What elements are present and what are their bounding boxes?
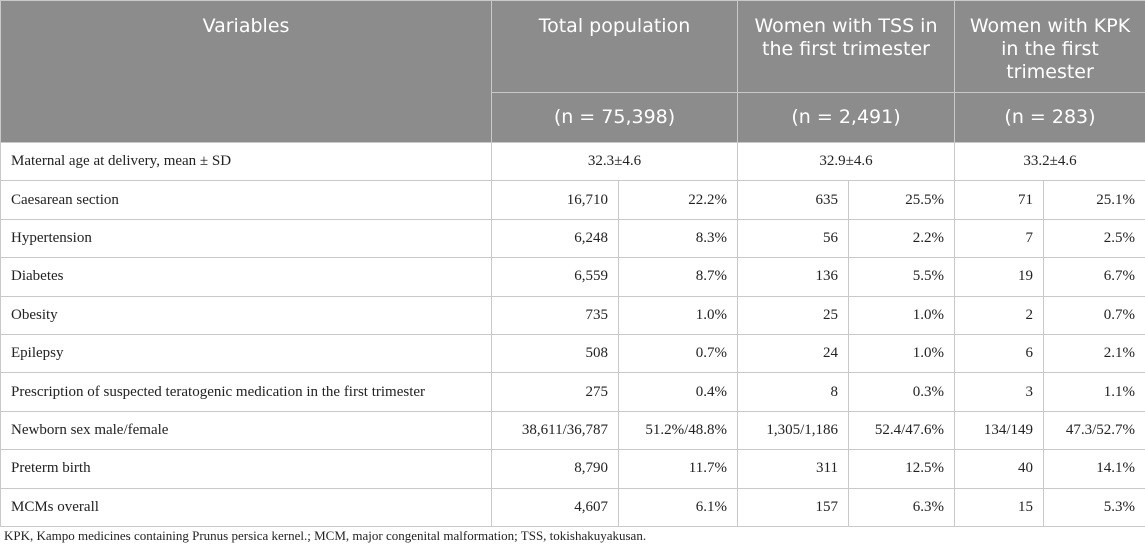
table-row	[1, 411, 1145, 449]
row-label: Hypertension	[1, 219, 492, 257]
table-row	[1, 143, 1145, 181]
cell-total-n: 735	[492, 296, 619, 334]
table-row	[1, 296, 1145, 334]
cell-tss-pct: 2.2%	[849, 219, 955, 257]
row-label: Epilepsy	[1, 334, 492, 372]
cell-kpk-n: 71	[955, 181, 1044, 219]
cell-kpk-n: 134/149	[955, 411, 1044, 449]
row-label: Prescription of suspected teratogenic medication in the first trimester	[1, 373, 492, 411]
cell-total-pct: 0.4%	[619, 373, 738, 411]
header-total-population: Total population	[492, 1, 738, 93]
cell-tss-pct: 52.4/47.6%	[849, 411, 955, 449]
cell-tss-n: 635	[738, 181, 849, 219]
cell-total-pct: 0.7%	[619, 334, 738, 372]
table-row	[1, 334, 1145, 372]
cell-kpk-pct: 25.1%	[1044, 181, 1145, 219]
cell-kpk-n: 2	[955, 296, 1044, 334]
table-row	[1, 488, 1145, 526]
cell-tss-mean: 32.9±4.6	[738, 143, 955, 181]
cell-kpk-n: 15	[955, 488, 1044, 526]
row-label: MCMs overall	[1, 488, 492, 526]
row-label: Maternal age at delivery, mean ± SD	[1, 143, 492, 181]
cell-tss-n: 136	[738, 258, 849, 296]
cell-kpk-pct: 47.3/52.7%	[1044, 411, 1145, 449]
cell-kpk-n: 7	[955, 219, 1044, 257]
cell-tss-n: 311	[738, 450, 849, 488]
table-row	[1, 450, 1145, 488]
row-label: Newborn sex male/female	[1, 411, 492, 449]
cell-kpk-n: 19	[955, 258, 1044, 296]
table-row	[1, 181, 1145, 219]
cell-tss-n: 1,305/1,186	[738, 411, 849, 449]
cell-tss-pct: 1.0%	[849, 334, 955, 372]
cell-total-n: 16,710	[492, 181, 619, 219]
cell-tss-pct: 0.3%	[849, 373, 955, 411]
cell-tss-n: 24	[738, 334, 849, 372]
cell-kpk-pct: 2.5%	[1044, 219, 1145, 257]
header-women-kpk: Women with KPK in the first trimester	[955, 1, 1145, 93]
header-n-total: (n = 75,398)	[492, 93, 738, 143]
cell-tss-pct: 1.0%	[849, 296, 955, 334]
cell-kpk-pct: 6.7%	[1044, 258, 1145, 296]
row-label: Diabetes	[1, 258, 492, 296]
cell-total-pct: 22.2%	[619, 181, 738, 219]
header-women-tss: Women with TSS in the first trimester	[738, 1, 955, 93]
cell-tss-pct: 12.5%	[849, 450, 955, 488]
table-row	[1, 373, 1145, 411]
cell-total-pct: 1.0%	[619, 296, 738, 334]
row-label: Obesity	[1, 296, 492, 334]
cell-total-pct: 51.2%/48.8%	[619, 411, 738, 449]
cell-total-n: 4,607	[492, 488, 619, 526]
cell-tss-n: 25	[738, 296, 849, 334]
cell-tss-pct: 5.5%	[849, 258, 955, 296]
cell-total-mean: 32.3±4.6	[492, 143, 738, 181]
cell-kpk-mean: 33.2±4.6	[955, 143, 1145, 181]
cell-total-pct: 6.1%	[619, 488, 738, 526]
table-body	[1, 143, 1145, 527]
cell-tss-n: 8	[738, 373, 849, 411]
cell-kpk-n: 6	[955, 334, 1044, 372]
cell-total-n: 6,559	[492, 258, 619, 296]
cell-kpk-n: 3	[955, 373, 1044, 411]
header-n-kpk: (n = 283)	[955, 93, 1145, 143]
cell-tss-pct: 25.5%	[849, 181, 955, 219]
cell-tss-n: 56	[738, 219, 849, 257]
table-row	[1, 258, 1145, 296]
cell-total-pct: 8.3%	[619, 219, 738, 257]
cell-total-n: 275	[492, 373, 619, 411]
cell-kpk-pct: 5.3%	[1044, 488, 1145, 526]
row-label: Caesarean section	[1, 181, 492, 219]
cell-total-pct: 11.7%	[619, 450, 738, 488]
cell-total-pct: 8.7%	[619, 258, 738, 296]
header-n-tss: (n = 2,491)	[738, 93, 955, 143]
cell-total-n: 508	[492, 334, 619, 372]
cell-total-n: 6,248	[492, 219, 619, 257]
table-header	[1, 1, 1145, 143]
cell-tss-pct: 6.3%	[849, 488, 955, 526]
cell-total-n: 8,790	[492, 450, 619, 488]
table-row	[1, 219, 1145, 257]
cell-kpk-pct: 14.1%	[1044, 450, 1145, 488]
cell-total-n: 38,611/36,787	[492, 411, 619, 449]
cell-kpk-pct: 2.1%	[1044, 334, 1145, 372]
cell-kpk-pct: 0.7%	[1044, 296, 1145, 334]
table-footnote: KPK, Kampo medicines containing Prunus persica kernel.; MCM, major congenital malformation; TSS, tokishakuyakusan.	[4, 528, 647, 543]
cell-kpk-n: 40	[955, 450, 1044, 488]
header-variables: Variables	[1, 1, 492, 143]
row-label: Preterm birth	[1, 450, 492, 488]
cell-tss-n: 157	[738, 488, 849, 526]
cell-kpk-pct: 1.1%	[1044, 373, 1145, 411]
